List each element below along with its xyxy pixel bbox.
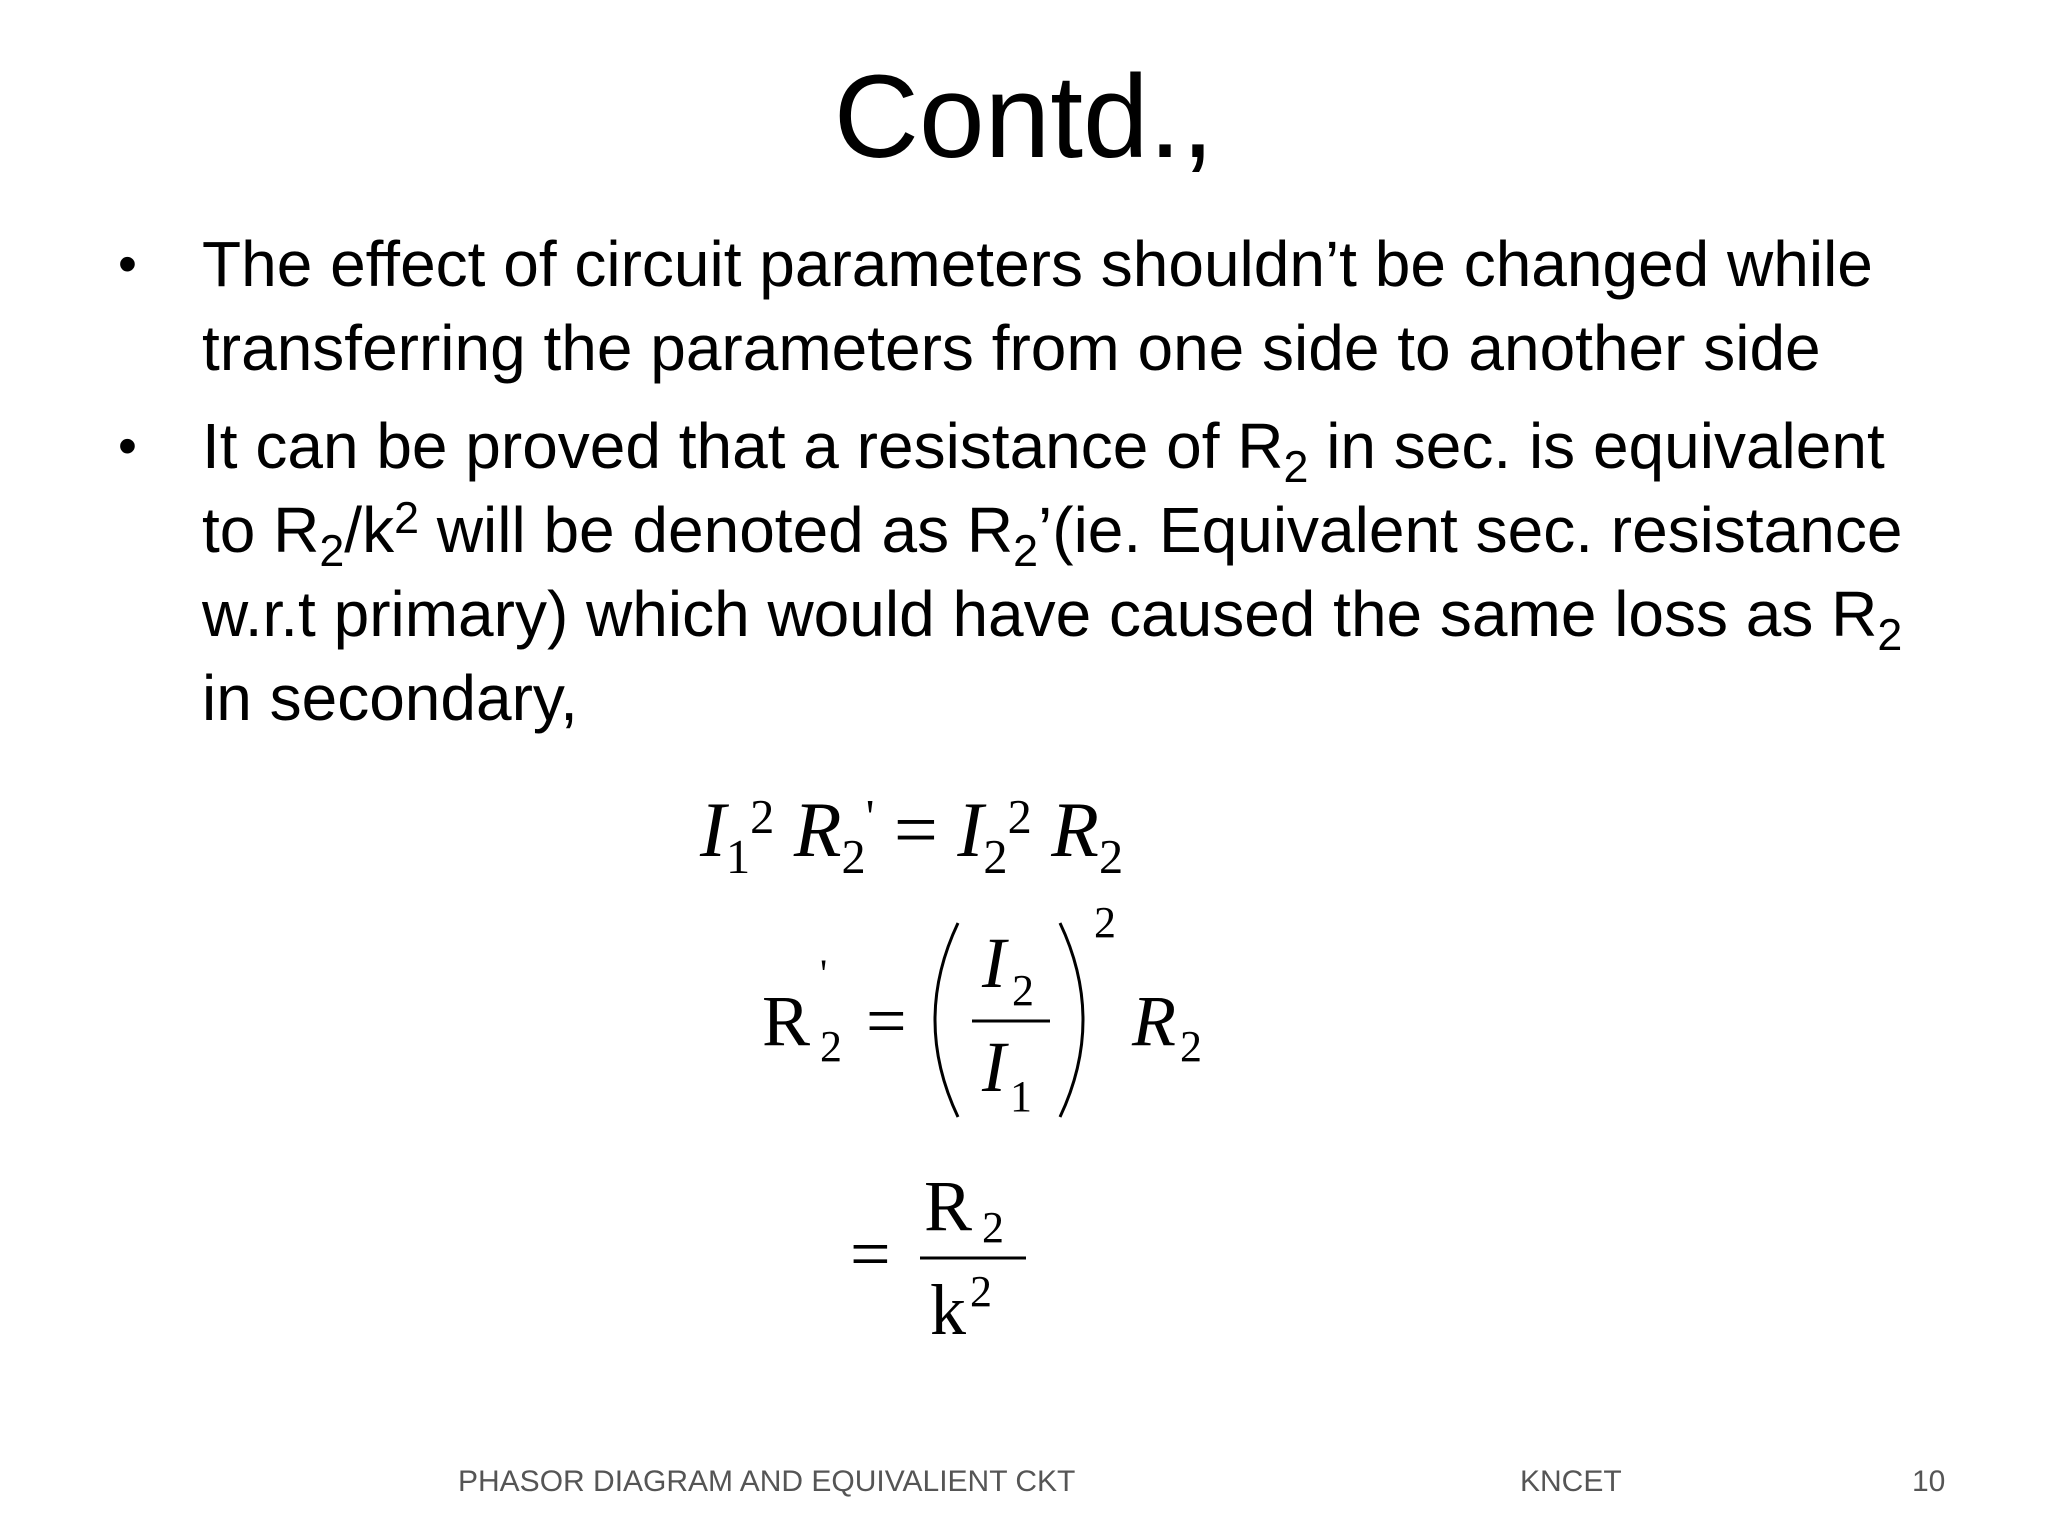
- math-subscript: 2: [983, 831, 1008, 885]
- math-subscript: 2: [1180, 1022, 1202, 1071]
- bullet-2-line-4: in secondary,: [202, 662, 578, 734]
- math-subscript: 2: [1012, 966, 1034, 1015]
- bullet-icon: •: [118, 234, 137, 294]
- math-symbol: I: [700, 786, 726, 873]
- subscript: 2: [1877, 610, 1903, 661]
- math-superscript: 2: [1094, 905, 1116, 947]
- math-subscript: 2: [841, 831, 866, 885]
- math-symbol: R: [924, 1166, 973, 1246]
- math-prime: ': [820, 951, 828, 996]
- math-symbol: R: [762, 981, 811, 1061]
- math-equals: =: [850, 1214, 891, 1294]
- subscript: 2: [1013, 526, 1039, 577]
- bullet-item-1: [118, 222, 1938, 390]
- text-segment: to R: [202, 494, 320, 566]
- slide-title: Contd.,: [833, 51, 1215, 183]
- equation-power-balance: [700, 780, 1124, 885]
- math-symbol: I: [957, 786, 984, 873]
- math-subscript: 2: [820, 1022, 842, 1071]
- superscript: 2: [394, 493, 419, 544]
- equation-transferred-resistance: [760, 905, 1240, 1135]
- bullet-item-2: [118, 404, 1938, 740]
- math-symbol: I: [982, 1027, 1006, 1107]
- math-subscript: 1: [725, 831, 751, 885]
- math-equals: =: [866, 981, 907, 1061]
- footer-organization: KNCET: [1520, 1465, 1622, 1498]
- math-subscript: 2: [1098, 831, 1124, 885]
- text-segment: It can be proved that a resistance of R: [202, 410, 1284, 482]
- math-symbol: I: [982, 923, 1006, 1003]
- bullet-2-line-1: [202, 404, 1938, 493]
- math-superscript: 2: [1007, 790, 1032, 844]
- math-symbol: k: [930, 1270, 966, 1350]
- math-superscript: 2: [750, 790, 775, 844]
- math-equals: =: [893, 786, 938, 873]
- left-parenthesis: [935, 923, 958, 1117]
- bullet-list: [118, 222, 1938, 754]
- bullet-1-line-1: The effect of circuit parameters shouldn’t be changed while: [202, 228, 1873, 300]
- equation-result: [850, 1160, 1040, 1360]
- math-subscript: 1: [1010, 1072, 1032, 1121]
- text-segment: /k: [344, 494, 395, 566]
- math-symbol: R: [1051, 786, 1099, 873]
- bullet-2-line-2: [202, 488, 1938, 577]
- text-segment: in sec. is equivalent: [1308, 410, 1885, 482]
- text-segment: will be denoted as R: [419, 494, 1014, 566]
- page-number: 10: [1912, 1465, 1946, 1498]
- text-segment: w.r.t primary) which would have caused the same loss as R: [202, 578, 1878, 650]
- text-segment: ’(ie. Equivalent sec. resistance: [1038, 494, 1903, 566]
- subscript: 2: [319, 526, 345, 577]
- math-superscript: 2: [970, 1267, 992, 1316]
- footer-title: PHASOR DIAGRAM AND EQUIVALIENT CKT: [458, 1465, 1076, 1498]
- math-symbol: R: [793, 786, 842, 873]
- bullet-1-line-2: transferring the parameters from one side to another side: [202, 312, 1821, 384]
- bullet-2-line-3: [202, 572, 1938, 661]
- math-prime: ': [865, 790, 875, 844]
- right-parenthesis: [1060, 923, 1083, 1117]
- bullet-icon: •: [118, 416, 137, 476]
- math-symbol: R: [1132, 981, 1176, 1061]
- math-subscript: 2: [982, 1203, 1004, 1252]
- subscript: 2: [1283, 442, 1309, 493]
